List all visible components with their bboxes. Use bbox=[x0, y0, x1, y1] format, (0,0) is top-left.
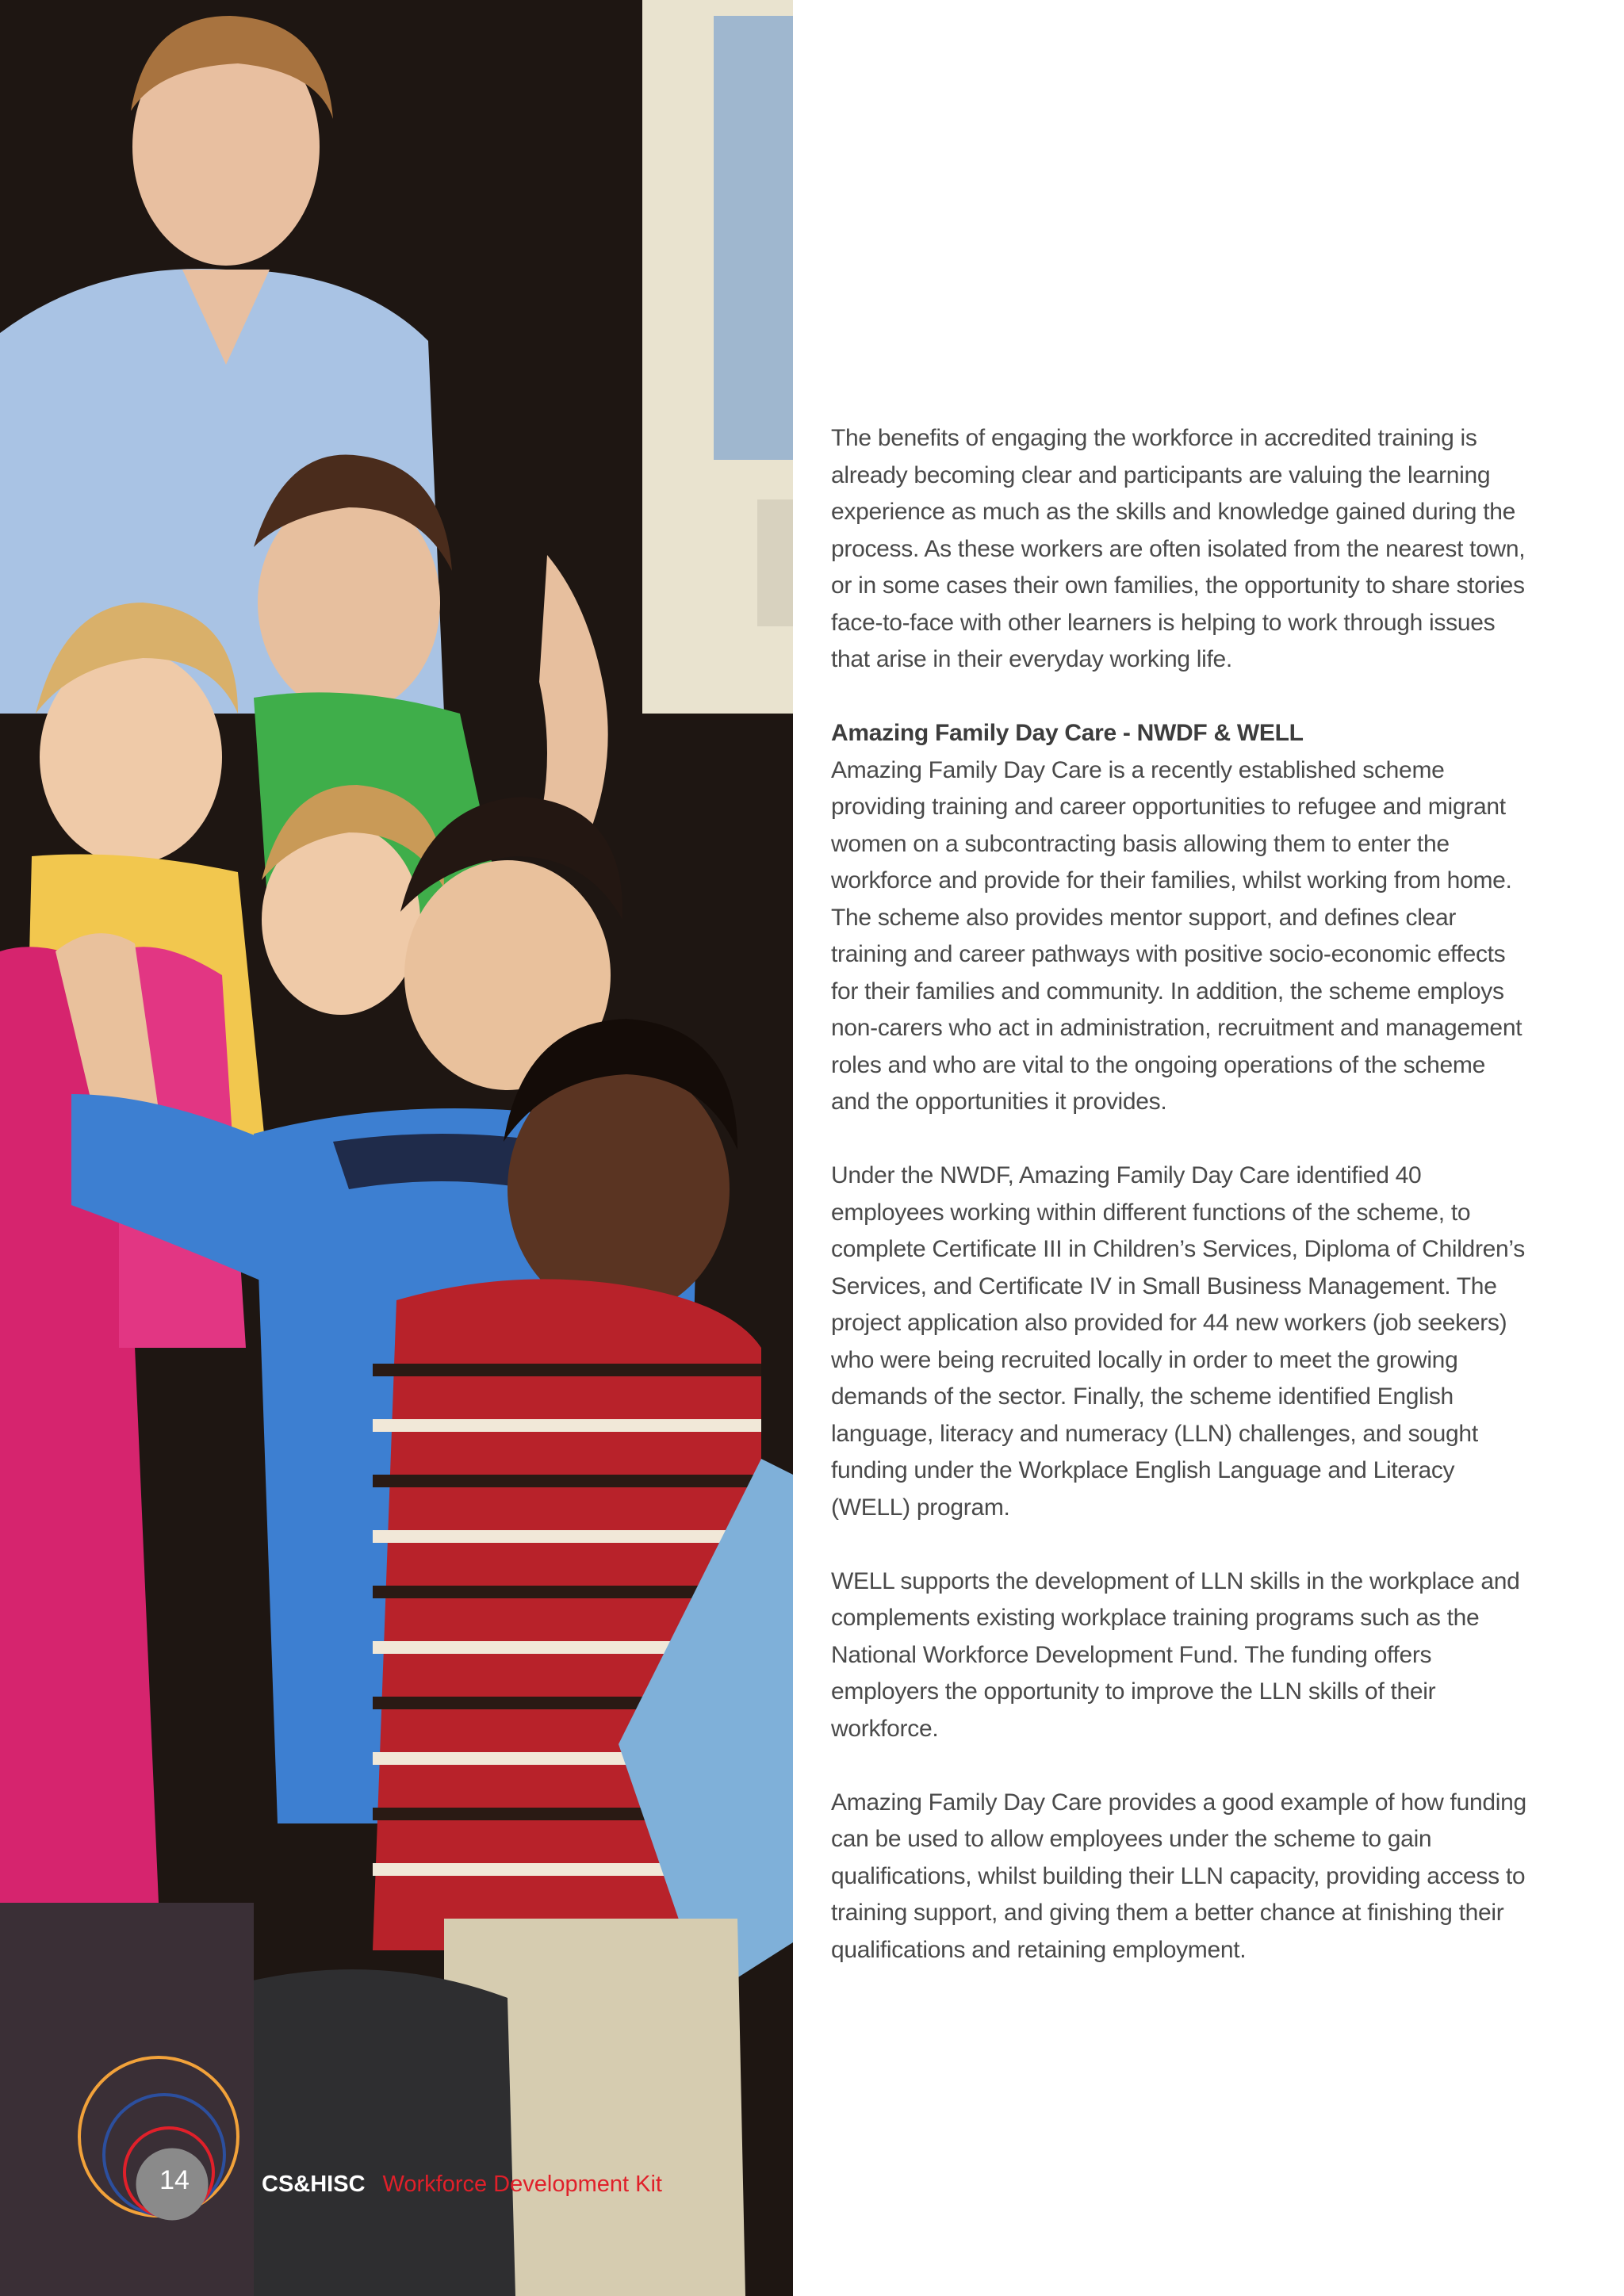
footer-title bbox=[262, 2171, 662, 2198]
page-number: 14 bbox=[159, 2165, 190, 2195]
rings-logo-icon bbox=[75, 2053, 242, 2236]
article-body bbox=[831, 420, 1529, 2006]
footer-kit-title: Workforce Development Kit bbox=[382, 2172, 662, 2197]
classroom-photo bbox=[0, 0, 793, 2296]
scheme-paragraph: Amazing Family Day Care is a recently established scheme providing training and career opportunities to refugee and migrant women on a subcontracting basis allowing them to enter the workforce and provide for their families, whilst working from home. The scheme also provides mentor support, and defines clear training and career pathways with positive socio-economic effects for their families and community. In addition, the scheme employs non-carers who act in administration, recruitment and management roles and who are vital to the ongoing operations of the scheme and the opportunities it provides. bbox=[831, 756, 1522, 1115]
section-heading: Amazing Family Day Care - NWDF & WELL bbox=[831, 720, 1304, 746]
intro-paragraph: The benefits of engaging the workforce in accredited training is already becoming clear and participants are valuing the learning experience as much as the skills and knowledge gained during the process. As these workers are often isolated from the nearest town, or in some cases their own families, the opportunity to share stories face-to-face with other learners is helping to work through issues that arise in their everyday working life. bbox=[831, 425, 1526, 672]
page-footer bbox=[0, 2053, 793, 2244]
classroom-teacher-children-photo-icon bbox=[0, 0, 793, 2296]
footer-org: CS&HISC bbox=[262, 2172, 366, 2197]
well-paragraph: WELL supports the development of LLN skills in the workplace and complements existing workplace training programs such as the National Workforce Development Fund. The funding offers employers the opportunity to improve the LLN skills of their workforce. bbox=[831, 1567, 1520, 1742]
nwdf-paragraph: Under the NWDF, Amazing Family Day Care identified 40 employees working within different functions of the scheme, to complete Certificate III in Children’s Services, Diploma of Children’s Services, and Certificate IV in Small Business Management. The project application also provided for 44 new workers (job seekers) who were being recruited locally in order to meet the growing demands of the sector. Finally, the scheme identified English language, literacy and numeracy (LLN) challenges, and sought funding under the Workplace English Language and Literacy (WELL) program. bbox=[831, 1162, 1525, 1521]
conclusion-paragraph: Amazing Family Day Care provides a good example of how funding can be used to allow employees under the scheme to gain qualifications, whilst building their LLN capacity, providing access to training support, and giving them a better chance at finishing their qualifications and retaining employment. bbox=[831, 1789, 1526, 1963]
